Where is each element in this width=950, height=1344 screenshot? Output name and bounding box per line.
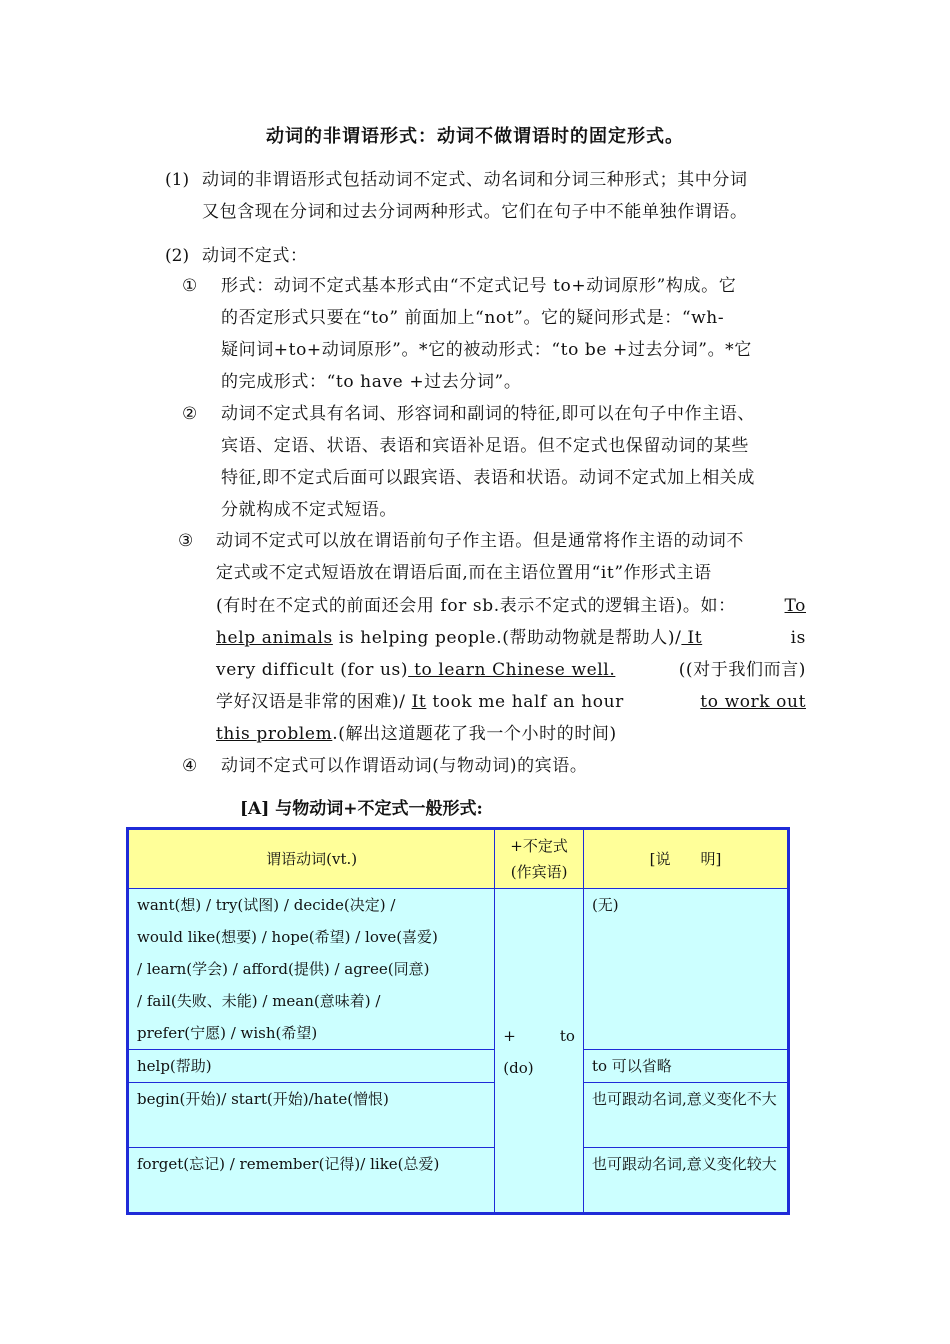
item-1-line-1: 形式：动词不定式基本形式由“不定式记号 to+动词原形”构成。它 bbox=[221, 276, 737, 296]
to-text: to bbox=[559, 1026, 575, 1045]
item-3-line-5 bbox=[216, 654, 806, 686]
item-1-line-4: 的完成形式：“to have +过去分词”。 bbox=[221, 372, 522, 392]
example-text: .(解出这道题花了我一个小时的时间) bbox=[332, 724, 617, 744]
table-row bbox=[128, 1148, 789, 1214]
item-4-text: 动词不定式可以作谓语动词(与物动词)的宾语。 bbox=[221, 756, 588, 776]
item-1-line-2: 的否定形式只要在“to” 前面加上“not”。它的疑问形式是：“wh- bbox=[221, 308, 725, 328]
example-text: took me half an hour bbox=[426, 692, 624, 712]
header-infinitive bbox=[495, 829, 584, 889]
section-1-line-2: 又包含现在分词和过去分词两种形式。它们在句子中不能单独作谓语。 bbox=[202, 202, 748, 222]
section-2-number: (2) bbox=[165, 246, 190, 266]
note-cell-4: 也可跟动名词,意义变化较大 bbox=[583, 1148, 788, 1214]
item-3-line-7 bbox=[216, 718, 617, 750]
section-1-number: (1) bbox=[165, 170, 190, 190]
item-3-line-4 bbox=[216, 622, 806, 654]
example-to-learn: to learn Chinese well. bbox=[408, 660, 616, 680]
infinitive-marker bbox=[503, 1020, 575, 1052]
header-infinitive-line-2: (作宾语) bbox=[510, 863, 568, 881]
example-text: ((对于我们而言) bbox=[678, 660, 806, 680]
note-cell-1: (无) bbox=[583, 889, 788, 1050]
item-2-marker: ② bbox=[182, 404, 198, 424]
example-to-underlined: To bbox=[784, 596, 806, 616]
verbs-cell-1 bbox=[128, 889, 495, 1050]
example-to-work-out: to work out bbox=[700, 692, 806, 712]
verbs-cell-4: forget(忘记) / remember(记得)/ like(总爱) bbox=[128, 1148, 495, 1214]
page-title: 动词的非谓语形式：动词不做谓语时的固定形式。 bbox=[266, 126, 684, 147]
verb-line: / fail(失败、未能) / mean(意味着) / bbox=[137, 992, 381, 1010]
header-note: [说 明] bbox=[583, 829, 788, 889]
verbs-cell-2: help(帮助) bbox=[128, 1050, 495, 1083]
item-2-line-3: 特征,即不定式后面可以跟宾语、表语和状语。动词不定式加上相关成 bbox=[221, 468, 756, 488]
item-3-line-6 bbox=[216, 686, 806, 718]
table-row bbox=[128, 1050, 789, 1083]
note-cell-2: to 可以省略 bbox=[583, 1050, 788, 1083]
verb-line: would like(想要) / hope(希望) / love(喜爱) bbox=[137, 928, 438, 946]
item-3-line-3 bbox=[216, 590, 806, 622]
table-subheading: [A] 与物动词+不定式一般形式: bbox=[240, 799, 483, 819]
plus-sign: + bbox=[503, 1026, 516, 1045]
item-2-line-1: 动词不定式具有名词、形容词和副词的特征,即可以在句子中作主语、 bbox=[221, 404, 756, 424]
infinitive-cell bbox=[495, 889, 584, 1214]
example-it-1: It bbox=[681, 628, 703, 648]
verb-line: prefer(宁愿) / wish(希望) bbox=[137, 1024, 318, 1042]
verb-line: / learn(学会) / afford(提供) / agree(同意) bbox=[137, 960, 430, 978]
example-this-problem: this problem bbox=[216, 724, 333, 744]
example-text: is helping people.(帮助动物就是帮助人)/ bbox=[332, 628, 682, 648]
table-row bbox=[128, 889, 789, 1050]
header-infinitive-line-1: +不定式 bbox=[510, 837, 568, 855]
verbs-cell-3: begin(开始)/ start(开始)/hate(憎恨) bbox=[128, 1083, 495, 1148]
table-header-row bbox=[128, 829, 789, 889]
example-text: very difficult (for us) bbox=[216, 660, 409, 680]
verb-line: want(想) / try(试图) / decide(决定) / bbox=[137, 896, 396, 914]
item-3-line-3-text: (有时在不定式的前面还会用 for sb.表示不定式的逻辑主语)。如： bbox=[216, 596, 736, 616]
example-text: 学好汉语是非常的困难)/ bbox=[216, 692, 412, 712]
section-1-line-1: 动词的非谓语形式包括动词不定式、动名词和分词三种形式；其中分词 bbox=[202, 170, 748, 190]
item-3-line-2: 定式或不定式短语放在谓语后面,而在主语位置用“it”作形式主语 bbox=[216, 563, 712, 583]
item-3-marker: ③ bbox=[178, 531, 194, 551]
item-4-marker: ④ bbox=[182, 756, 198, 776]
section-2-heading: 动词不定式： bbox=[202, 246, 308, 266]
verb-infinitive-table bbox=[126, 827, 790, 1215]
note-cell-3: 也可跟动名词,意义变化不大 bbox=[583, 1083, 788, 1148]
item-1-marker: ① bbox=[182, 276, 198, 296]
example-it-2: It bbox=[411, 692, 427, 712]
item-2-line-2: 宾语、定语、状语、表语和宾语补足语。但不定式也保留动词的某些 bbox=[221, 436, 749, 456]
example-is: is bbox=[790, 628, 806, 648]
do-text: (do) bbox=[503, 1058, 534, 1077]
example-help-animals: help animals bbox=[216, 628, 333, 648]
item-2-line-4: 分就构成不定式短语。 bbox=[221, 500, 397, 520]
table-row bbox=[128, 1083, 789, 1148]
item-3-line-1: 动词不定式可以放在谓语前句子作主语。但是通常将作主语的动词不 bbox=[216, 531, 744, 551]
header-predicate-verb: 谓语动词(vt.) bbox=[128, 829, 495, 889]
item-1-line-3: 疑问词+to+动词原形”。*它的被动形式：“to be +过去分词”。*它 bbox=[221, 340, 752, 360]
